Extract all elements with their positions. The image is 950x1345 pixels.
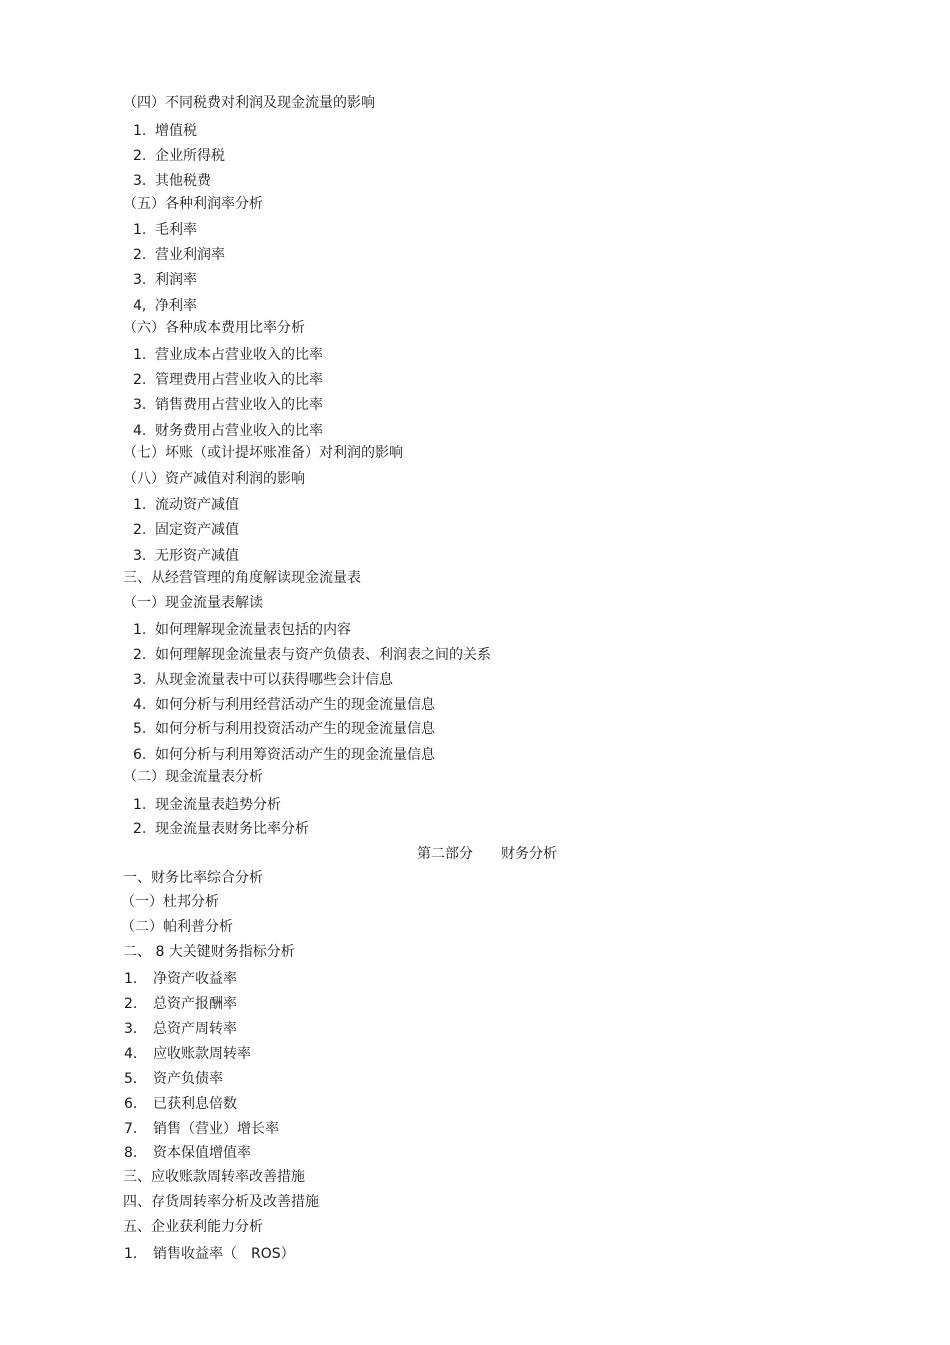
list-item: 4. 如何分析与利用经营活动产生的现金流量信息 (133, 697, 435, 713)
list-item: 2. 如何理解现金流量表与资产负债表、利润表之间的关系 (133, 647, 491, 663)
chapter-heading: 四、存货周转率分析及改善措施 (123, 1194, 319, 1210)
list-item: 8． 资本保值增值率 (124, 1145, 251, 1161)
section-heading: （二）现金流量表分析 (123, 769, 263, 785)
list-item: 1. 流动资产减值 (133, 497, 239, 513)
list-item: 1. 营业成本占营业收入的比率 (133, 347, 323, 363)
list-item: 5． 资产负债率 (124, 1071, 223, 1087)
list-item: 2. 固定资产减值 (133, 522, 239, 538)
list-item: 2． 总资产报酬率 (124, 996, 237, 1012)
list-item: 1. 如何理解现金流量表包括的内容 (133, 622, 351, 638)
part-title: 第二部分 财务分析 (417, 846, 557, 862)
list-item: 1. 毛利率 (133, 222, 197, 238)
chapter-heading: 三、从经营管理的角度解读现金流量表 (123, 570, 361, 586)
list-item: 7． 销售（营业）增长率 (124, 1121, 279, 1137)
list-item: 6． 已获利息倍数 (124, 1096, 237, 1112)
list-item: 1. 现金流量表趋势分析 (133, 797, 281, 813)
list-item: 6. 如何分析与利用筹资活动产生的现金流量信息 (133, 747, 435, 763)
section-heading: （五）各种利润率分析 (123, 196, 263, 212)
list-item: 1． 销售收益率（ ROS） (124, 1246, 295, 1262)
list-item: 2. 企业所得税 (133, 148, 225, 164)
list-item: 3． 总资产周转率 (124, 1021, 237, 1037)
list-item: 3. 从现金流量表中可以获得哪些会计信息 (133, 672, 393, 688)
section-heading: （八）资产减值对利润的影响 (123, 471, 305, 487)
list-item: 3. 其他税费 (133, 173, 211, 189)
chapter-heading: 五、企业获利能力分析 (123, 1219, 263, 1235)
chapter-heading: 三、应收账款周转率改善措施 (123, 1169, 305, 1185)
list-item: 4, 净利率 (133, 298, 197, 314)
section-heading: （一）现金流量表解读 (123, 595, 263, 611)
section-heading: （一）杜邦分析 (121, 894, 219, 910)
list-item: 4. 财务费用占营业收入的比率 (133, 423, 323, 439)
section-heading: （二）帕利普分析 (121, 919, 233, 935)
list-item: 3. 销售费用占营业收入的比率 (133, 397, 323, 413)
list-item: 1. 增值税 (133, 123, 197, 139)
list-item: 5. 如何分析与利用投资活动产生的现金流量信息 (133, 721, 435, 737)
section-heading: （六）各种成本费用比率分析 (123, 320, 305, 336)
list-item: 4． 应收账款周转率 (124, 1046, 251, 1062)
list-item: 2. 管理费用占营业收入的比率 (133, 372, 323, 388)
chapter-heading: 一、财务比率综合分析 (123, 870, 263, 886)
list-item: 3. 无形资产减值 (133, 548, 239, 564)
section-heading: （七）坏账（或计提坏账准备）对利润的影响 (123, 445, 403, 461)
list-item: 2. 营业利润率 (133, 247, 225, 263)
list-item: 1． 净资产收益率 (124, 971, 237, 987)
list-item: 2. 现金流量表财务比率分析 (133, 821, 309, 837)
list-item: 3. 利润率 (133, 272, 197, 288)
chapter-heading: 二、 8 大关键财务指标分析 (123, 944, 295, 960)
section-heading: （四）不同税费对利润及现金流量的影响 (123, 95, 375, 111)
